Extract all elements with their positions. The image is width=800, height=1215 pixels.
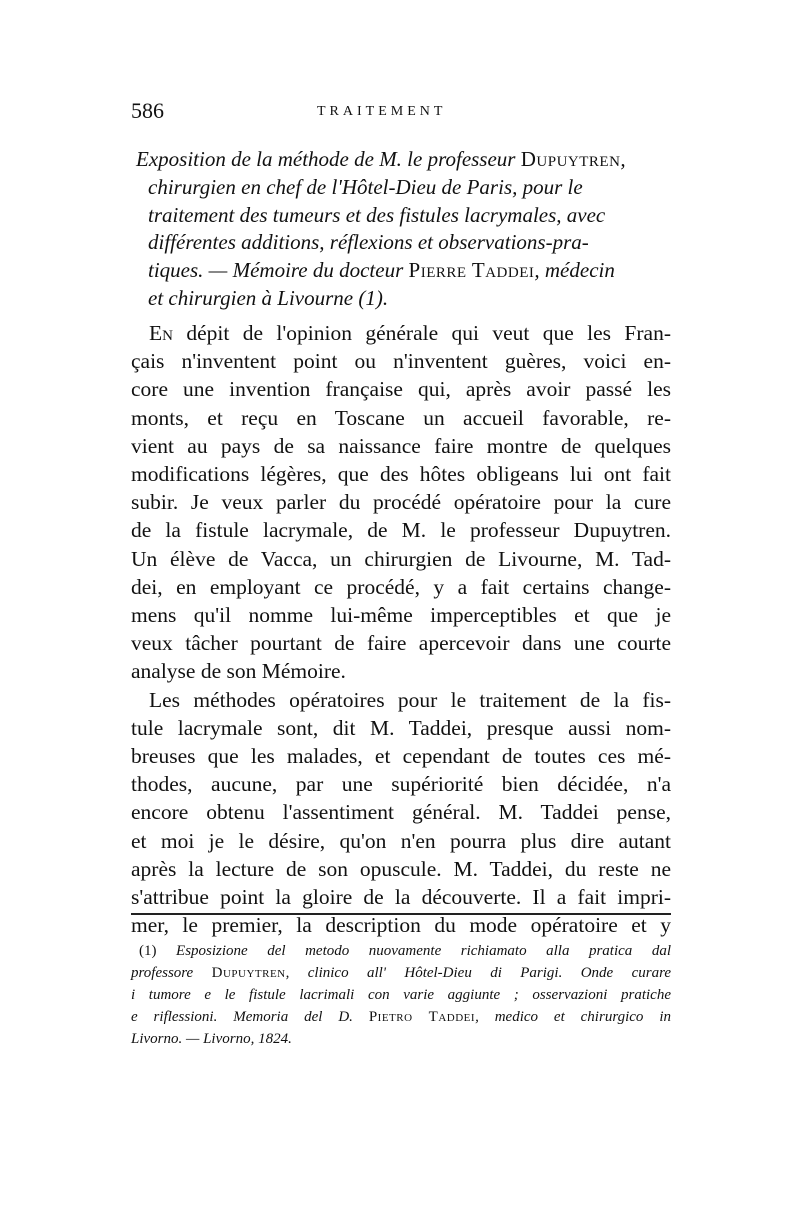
footnote-name: Pietro Taddei <box>368 1009 476 1025</box>
footnote <box>131 940 671 1050</box>
title-text: tiques. — Mémoire du docteur <box>148 258 404 283</box>
title-line: traitement des tumeurs et des fistules lacrymales, avec <box>148 202 606 227</box>
footnote-marker: (1) <box>139 943 157 959</box>
footnote-text: e riflessioni. Memoria del D. <box>131 1009 353 1025</box>
author-name: Dupuytren <box>520 147 621 171</box>
footnote-line: Livorno. — Livorno, 1824. <box>131 1031 292 1047</box>
footnote-text: professore <box>131 965 194 981</box>
text-line: vient au pays de sa naissance faire montre de quelques <box>131 433 671 458</box>
title-text: Exposition de la méthode de M. le professeur <box>136 147 516 171</box>
title-line <box>136 146 678 174</box>
text-line: breuses que les malades, et cependant de toutes ces mé- <box>131 744 671 769</box>
article-title <box>136 146 678 313</box>
text-line-content: dépit de l'opinion générale qui veut que les Fran- <box>186 321 672 345</box>
author-name: Pierre Taddei <box>408 258 535 283</box>
text-line: après la lecture de son opuscule. M. Taddei, du reste ne <box>131 856 671 881</box>
text-line: subir. Je veux parler du procédé opératoire pour la cure <box>131 490 671 515</box>
footnote-line <box>131 962 671 984</box>
text-line: de la fistule lacrymale, de M. le professeur Dupuytren. <box>131 518 671 543</box>
footnote-text: , clinico all' Hôtel-Dieu di Parigi. Onde curare <box>285 965 672 981</box>
text-line: dei, en employant ce procédé, y a fait certains change- <box>131 574 671 599</box>
text-line: monts, et reçu en Toscane un accueil favorable, re- <box>131 405 671 430</box>
title-line: différentes additions, réflexions et observations-pra- <box>148 230 589 255</box>
running-head: TRAITEMENT <box>317 104 447 119</box>
title-line: et chirurgien à Livourne (1). <box>148 285 389 310</box>
text-line: mens qu'il nomme lui-même imperceptibles et que je <box>131 603 671 628</box>
page-header <box>131 98 671 128</box>
text-line: veux tâcher pourtant de faire apercevoir dans une courte <box>131 631 671 656</box>
text-line: analyse de son Mémoire. <box>131 659 346 684</box>
text-line <box>131 319 671 347</box>
text-line: thodes, aucune, par une supériorité bien décidée, n'a <box>131 772 671 797</box>
footnote-name: Dupuytren <box>211 965 286 981</box>
footnote-divider <box>131 913 671 915</box>
body-text <box>131 319 671 939</box>
title-line: chirurgien en chef de l'Hôtel-Dieu de Paris, pour le <box>148 174 583 199</box>
text-line: core une invention française qui, après avoir passé les <box>131 377 671 402</box>
footnote-line <box>131 1006 671 1028</box>
footnote-text: Esposizione del metodo nuovamente richiamato alla pratica dal <box>176 943 671 959</box>
text-line: çais n'inventent point ou n'inventent guères, voici en- <box>131 349 671 374</box>
text-line: Les méthodes opératoires pour le traitement de la fis- <box>149 687 671 712</box>
text-line: Un élève de Vacca, un chirurgien de Livourne, M. Tad- <box>131 546 671 571</box>
title-line <box>148 257 678 285</box>
text-line: encore obtenu l'assentiment général. M. Taddei pense, <box>131 800 671 825</box>
text-line: et moi je le désire, qu'on n'en pourra plus dire autant <box>131 828 671 853</box>
title-punct: , <box>620 147 626 171</box>
footnote-text: , medico et chirurgico in <box>475 1009 671 1025</box>
lead-word: En <box>149 321 173 345</box>
footnote-line <box>131 940 671 962</box>
text-line: mer, le premier, la description du mode opératoire et y <box>131 913 671 938</box>
page-number: 586 <box>131 98 164 123</box>
footnote-line: i tumore e le fistule lacrimali con varie aggiunte ; osservazioni pratiche <box>131 987 671 1003</box>
text-line: modifications légères, que des hôtes obligeans lui ont fait <box>131 462 671 487</box>
title-text: , médecin <box>534 258 615 283</box>
text-line: tule lacrymale sont, dit M. Taddei, presque aussi nom- <box>131 715 671 740</box>
text-line: s'attribue point la gloire de la découverte. Il a fait impri- <box>131 885 671 910</box>
